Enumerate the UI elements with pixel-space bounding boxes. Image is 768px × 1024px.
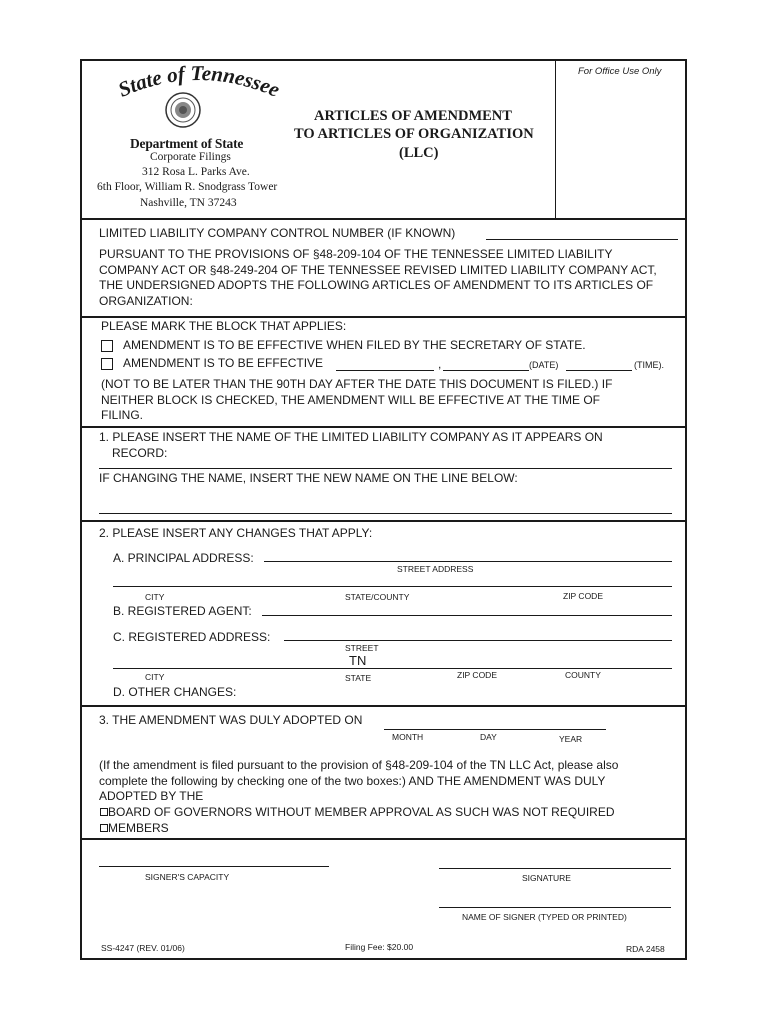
- section1-instruction: 1. PLEASE INSERT THE NAME OF THE LIMITED LIABILITY COMPANY AS IT APPEARS ON: [99, 430, 603, 444]
- signer-capacity-caption: SIGNER'S CAPACITY: [145, 872, 230, 882]
- zip-code-caption: ZIP CODE: [457, 670, 497, 680]
- state-tn-value: TN: [349, 653, 367, 668]
- address-line: 312 Rosa L. Parks Ave.: [142, 166, 250, 178]
- form-frame: [80, 59, 687, 960]
- section-divider: [80, 705, 687, 707]
- board-of-governors-checkbox[interactable]: [100, 808, 108, 816]
- effective-date-blank[interactable]: [336, 370, 434, 371]
- adoption-paragraph: (If the amendment is filed pursuant to the provision of §48-209-104 of the TN LLC Act, please also complete the following by checking one of the two boxes:) AND THE AMENDMENT WAS DULY ADOPTED BY THE: [99, 758, 619, 803]
- state-title: State of Tennessee: [114, 60, 284, 102]
- new-name-field[interactable]: [99, 513, 672, 514]
- effective-date-checkbox[interactable]: [101, 358, 113, 370]
- rda-number: RDA 2458: [626, 944, 665, 954]
- registered-street-field[interactable]: [284, 640, 672, 641]
- effective-when-filed-checkbox[interactable]: [101, 340, 113, 352]
- control-number-field[interactable]: [486, 239, 678, 240]
- comma: ,: [438, 357, 442, 371]
- company-name-field[interactable]: [99, 468, 672, 469]
- signature-field[interactable]: [439, 868, 671, 869]
- principal-address-label: A. PRINCIPAL ADDRESS:: [113, 551, 254, 565]
- month-caption: MONTH: [392, 732, 424, 742]
- section1-record-label: RECORD:: [112, 446, 168, 460]
- control-number-label: LIMITED LIABILITY COMPANY CONTROL NUMBER (IF KNOWN): [99, 226, 456, 240]
- signer-capacity-field[interactable]: [99, 866, 329, 867]
- mark-block-heading: PLEASE MARK THE BLOCK THAT APPLIES:: [101, 319, 347, 333]
- principal-city-field[interactable]: [113, 586, 672, 587]
- form-title-line: (LLC): [399, 145, 439, 161]
- board-of-governors-label: BOARD OF GOVERNORS WITHOUT MEMBER APPROVAL AS SUCH WAS NOT REQUIRED: [108, 805, 615, 819]
- time-label: (TIME).: [634, 360, 664, 370]
- members-checkbox[interactable]: [100, 824, 108, 832]
- section-divider: [80, 316, 687, 318]
- filing-fee: Filing Fee: $20.00: [345, 942, 414, 952]
- address-line: 6th Floor, William R. Snodgrass Tower: [97, 181, 278, 193]
- registered-city-field[interactable]: [113, 668, 672, 669]
- adoption-date-field[interactable]: [384, 729, 606, 730]
- members-label: MEMBERS: [108, 821, 169, 835]
- state-county-caption: STATE/COUNTY: [345, 592, 410, 602]
- department-name: Department of State: [130, 136, 244, 151]
- section2-heading: 2. PLEASE INSERT ANY CHANGES THAT APPLY:: [99, 526, 373, 540]
- registered-agent-label: B. REGISTERED AGENT:: [113, 604, 252, 618]
- section-divider: [80, 520, 687, 522]
- section-divider: [80, 218, 687, 220]
- address-line: Corporate Filings: [150, 151, 231, 163]
- adopted-on-label: 3. THE AMENDMENT WAS DULY ADOPTED ON: [99, 713, 363, 727]
- state-seal-icon: [165, 86, 201, 141]
- state-caption: STATE: [345, 673, 372, 683]
- section-divider: [80, 426, 687, 428]
- form-number: SS-4247 (REV. 01/06): [101, 943, 185, 953]
- year-caption: YEAR: [559, 734, 583, 744]
- change-name-label: IF CHANGING THE NAME, INSERT THE NEW NAME ON THE LINE BELOW:: [99, 471, 518, 485]
- effective-date-field[interactable]: [443, 370, 529, 371]
- zip-code-caption: ZIP CODE: [563, 591, 603, 601]
- city-caption: CITY: [145, 592, 165, 602]
- section-divider: [80, 838, 687, 840]
- county-caption: COUNTY: [565, 670, 601, 680]
- registered-address-label: C. REGISTERED ADDRESS:: [113, 630, 271, 644]
- effective-date-label: AMENDMENT IS TO BE EFFECTIVE: [123, 356, 324, 370]
- form-title-line: ARTICLES OF AMENDMENT: [314, 108, 512, 124]
- address-line: Nashville, TN 37243: [140, 197, 237, 209]
- office-use-label: For Office Use Only: [578, 66, 662, 77]
- effective-note: (NOT TO BE LATER THAN THE 90TH DAY AFTER THE DATE THIS DOCUMENT IS FILED.) IF NEITHER BLOCK IS CHECKED, THE AMENDMENT WILL BE EFFECTIVE AT THE TIME OF FILING.: [101, 377, 613, 422]
- signer-name-caption: NAME OF SIGNER (TYPED OR PRINTED): [462, 912, 627, 922]
- form-title-line: TO ARTICLES OF ORGANIZATION: [294, 126, 534, 142]
- pursuant-paragraph: PURSUANT TO THE PROVISIONS OF §48-209-104 OF THE TENNESSEE LIMITED LIABILITY COMPANY ACT OR §48-249-204 OF THE TENNESSEE REVISED LIMITED LIABILITY COMPANY ACT, THE UNDERSIGNED ADOPTS THE FOLLOWING ARTICLES OF AMENDMENT TO ITS ARTICLES OF ORGANIZATION:: [99, 247, 657, 308]
- day-caption: DAY: [480, 732, 497, 742]
- street-caption: STREET: [345, 643, 379, 653]
- registered-agent-field[interactable]: [262, 615, 672, 616]
- date-label: (DATE): [529, 360, 559, 370]
- principal-street-field[interactable]: [264, 561, 672, 562]
- street-address-caption: STREET ADDRESS: [397, 564, 474, 574]
- city-caption: CITY: [145, 672, 165, 682]
- other-changes-label: D. OTHER CHANGES:: [113, 685, 237, 699]
- effective-time-field[interactable]: [566, 370, 632, 371]
- effective-when-filed-label: AMENDMENT IS TO BE EFFECTIVE WHEN FILED BY THE SECRETARY OF STATE.: [123, 338, 586, 352]
- office-use-divider: [555, 60, 556, 218]
- signature-caption: SIGNATURE: [522, 873, 571, 883]
- signer-name-field[interactable]: [439, 907, 671, 908]
